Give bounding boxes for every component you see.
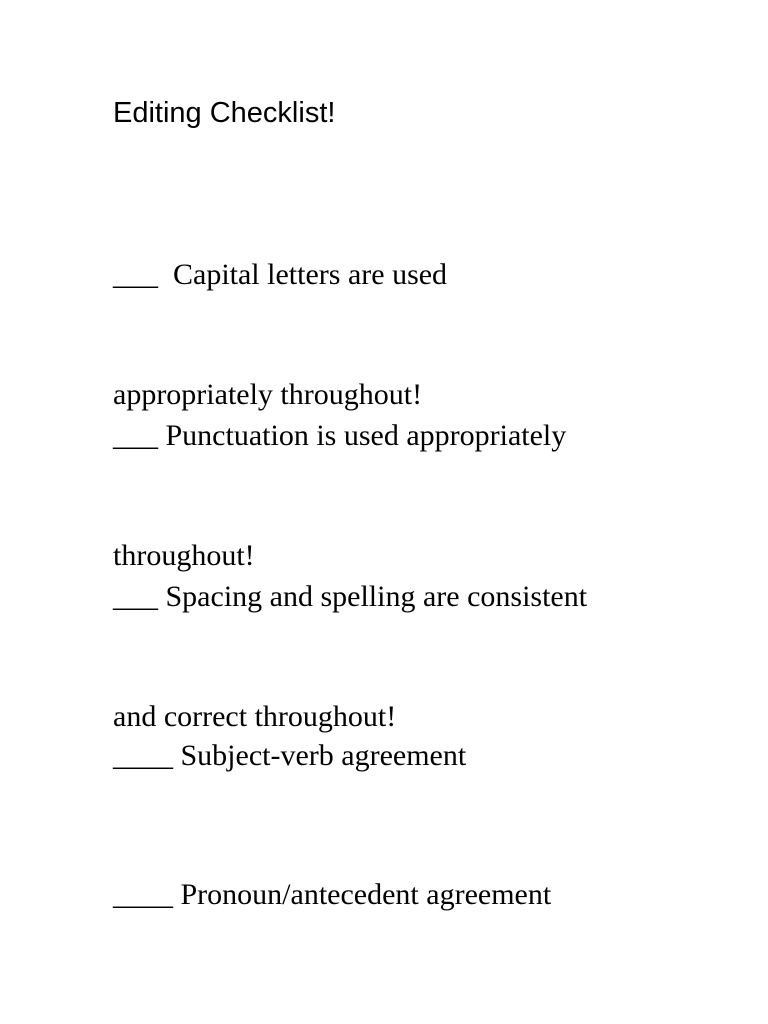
checklist-item-text: throughout! [113,539,255,572]
checklist-item-text: ___ Spacing and spelling are consistent [113,580,588,613]
checklist-item-text: and correct throughout! [113,700,397,733]
checklist-item-pronoun-antecedent [113,795,673,995]
checklist-item-text: ____ Pronoun/antecedent agreement [113,878,552,911]
checklist-item-text: ___ Capital letters are used [113,258,448,291]
checklist-item-text: appropriately throughout! [113,378,423,411]
checklist-item-text: ____ Subject-verb agreement [113,739,467,772]
checklist-item-text: ___ Punctuation is used appropriately [113,419,567,452]
page-title: Editing Checklist! [113,97,336,129]
